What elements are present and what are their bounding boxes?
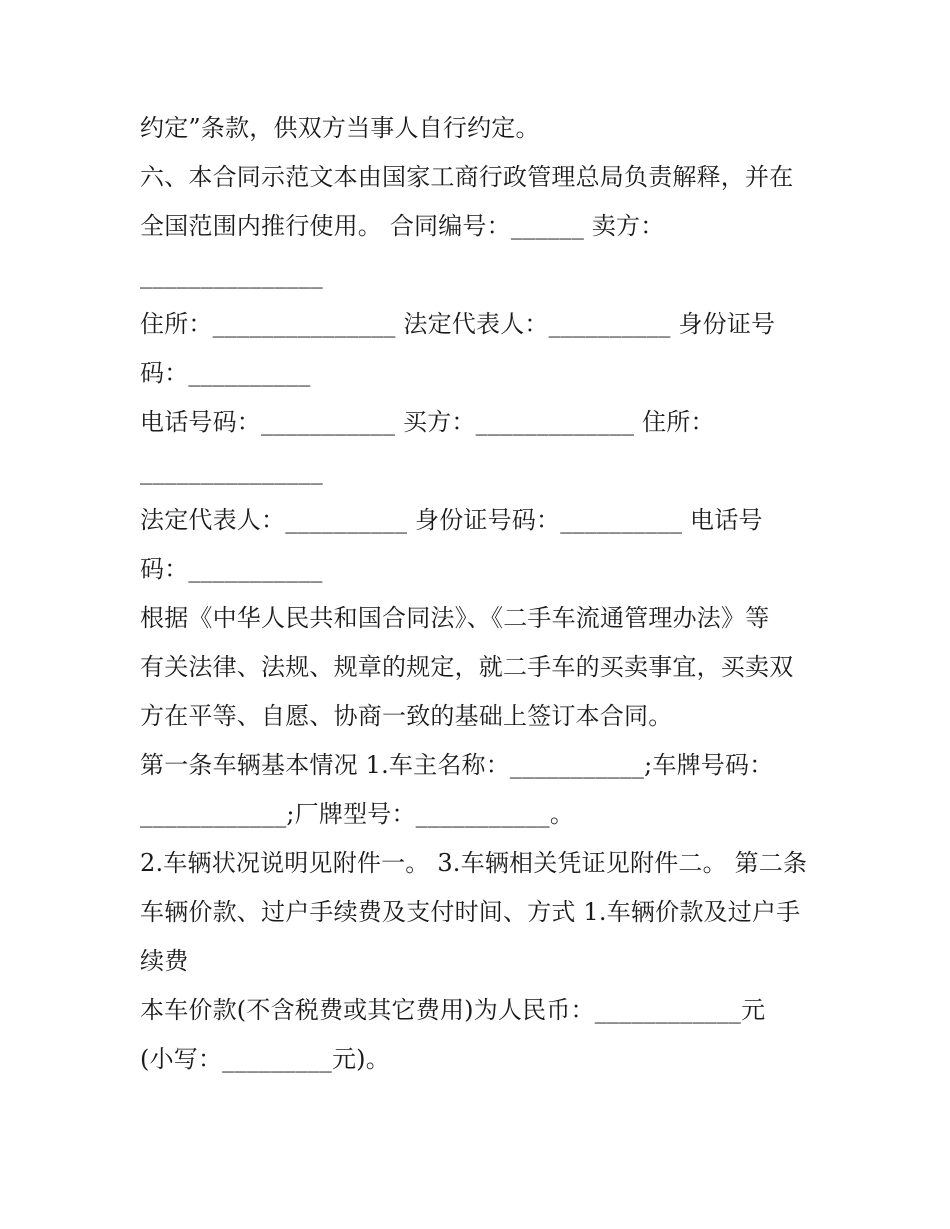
text-line: (小写：_________元)。 (140, 1045, 390, 1073)
text-line: 本车价款(不含税费或其它费用)为人民币：____________元 (140, 996, 766, 1024)
text-line: 码：___________ (140, 555, 323, 583)
text-line: 续费 (140, 947, 189, 975)
text-line: 码：__________ (140, 359, 311, 387)
text-line: _______________ (140, 261, 323, 289)
text-line: _______________ (140, 457, 323, 485)
text-line: 全国范围内推行使用。 合同编号：______ 卖方： (140, 212, 665, 240)
text-line: ____________;厂牌型号：___________。 (140, 800, 575, 828)
document-body (140, 104, 820, 1084)
text-line: 法定代表人：__________ 身份证号码：__________ 电话号 (140, 506, 763, 534)
text-line: 2.车辆状况说明见附件一。 3.车辆相关凭证见附件二。 第二条 (140, 849, 808, 877)
text-line: 方在平等、自愿、协商一致的基础上签订本合同。 (140, 702, 673, 730)
text-line: 第一条车辆基本情况 1.车主名称：___________;车牌号码： (140, 751, 774, 779)
text-line: 六、本合同示范文本由国家工商行政管理总局负责解释，并在 (140, 163, 794, 191)
text-line: 车辆价款、过户手续费及支付时间、方式 1.车辆价款及过户手 (140, 898, 801, 926)
text-line: 电话号码：___________ 买方：_____________ 住所： (140, 408, 715, 436)
text-line: 根据《中华人民共和国合同法》、《二手车流通管理办法》等 (140, 604, 770, 632)
text-line: 有关法律、法规、规章的规定，就二手车的买卖事宜，买卖双 (140, 653, 794, 681)
text-line: 约定”条款，供双方当事人自行约定。 (140, 114, 540, 142)
text-line: 住所：_______________ 法定代表人：__________ 身份证号 (140, 310, 776, 338)
